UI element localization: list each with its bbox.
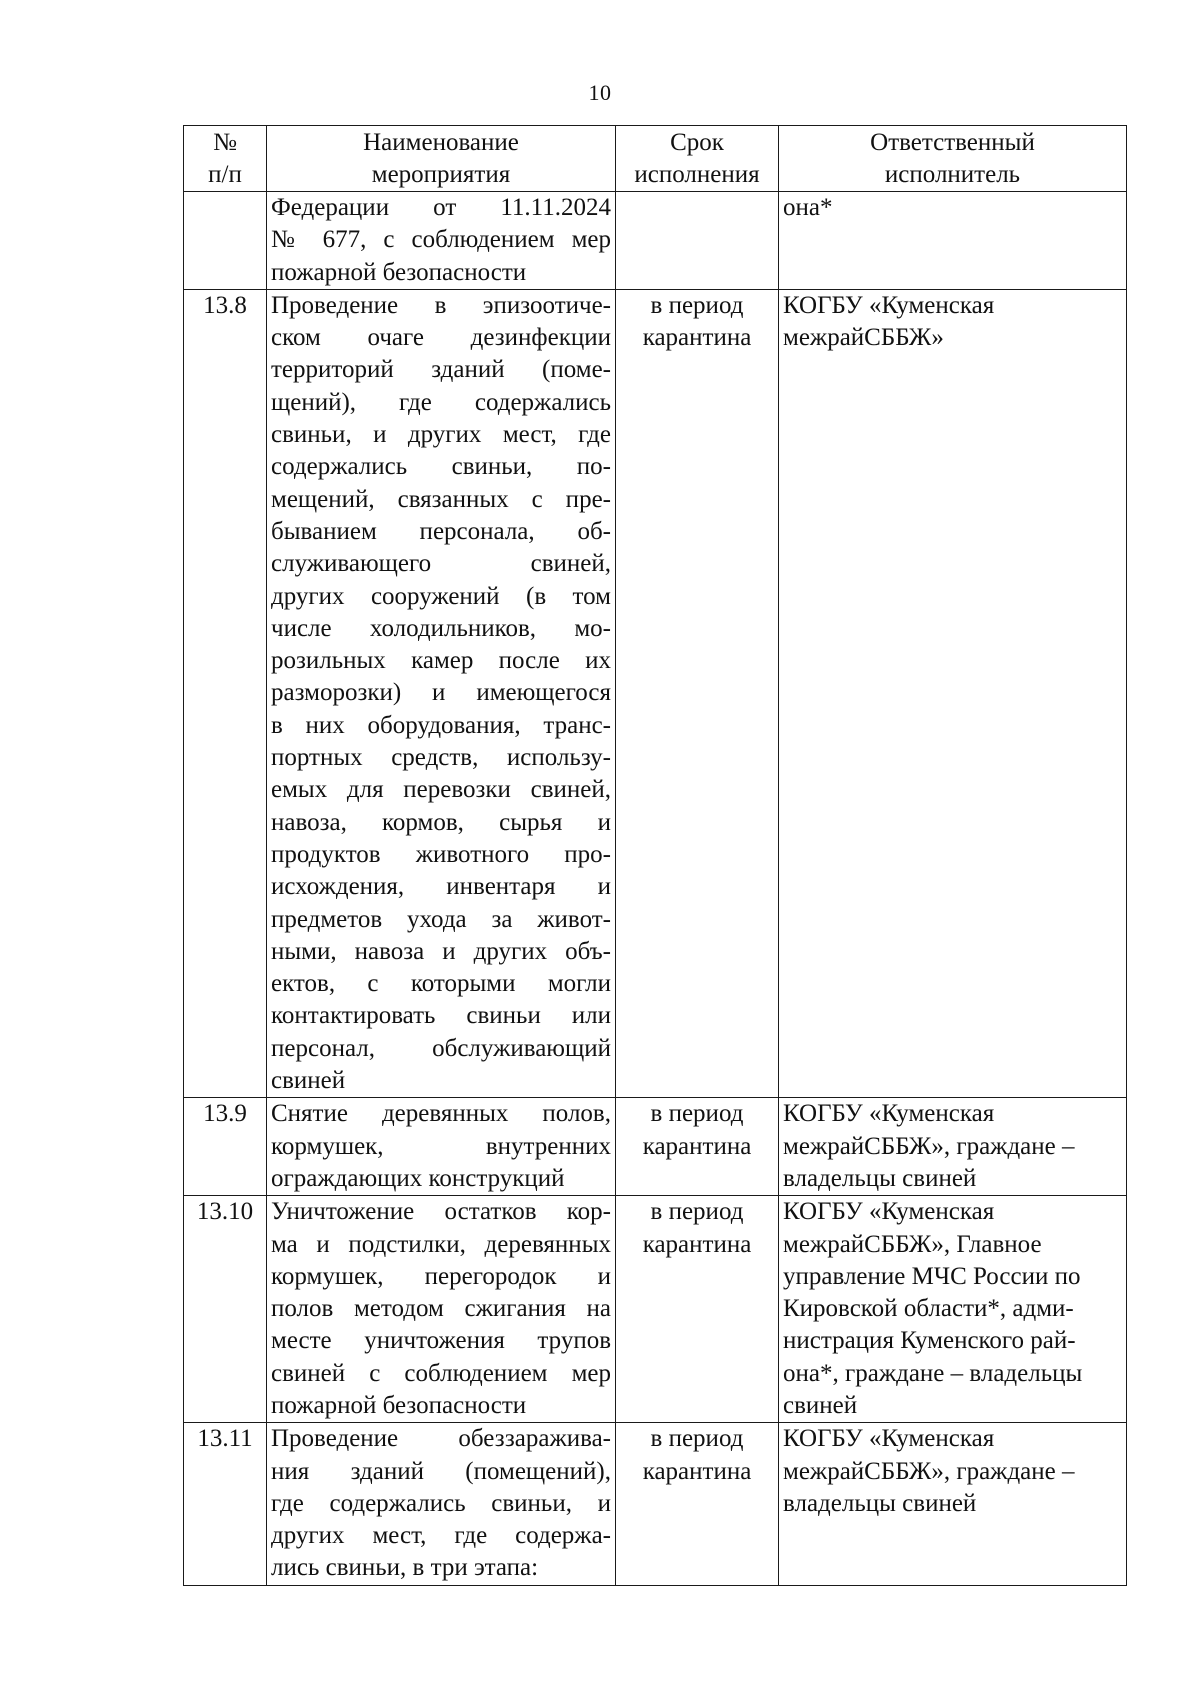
responsible-line: владельцы свиней (783, 1164, 977, 1192)
measure-name-line: Проведение в эпизоотиче- (271, 291, 611, 319)
measure-name-line: ными, навоза и других объ- (271, 937, 611, 965)
responsible-line: КОГБУ «Куменская (783, 291, 995, 319)
header-name (267, 126, 616, 192)
responsible-line: межрайСББЖ» (783, 324, 944, 352)
measure-name-line: кормушек, перегородок и (271, 1262, 611, 1290)
deadline-line: карантина (642, 1230, 752, 1258)
responsible-line: нистрация Куменского рай- (783, 1327, 1076, 1355)
measure-name-line: Федерации от 11.11.2024 (271, 194, 611, 221)
responsible-line: межрайСББЖ», граждане – (783, 1132, 1075, 1160)
measure-name-line: портных средств, использу- (271, 744, 611, 772)
measure-name-line: других мест, где содержа- (271, 1522, 611, 1550)
table-row (184, 289, 1127, 1097)
measure-name-line: ограждающих конструкций (271, 1164, 565, 1192)
row-number (184, 192, 267, 290)
measure-name-line: свиней (271, 1067, 346, 1095)
measure-name-line: месте уничтожения трупов (271, 1327, 611, 1355)
measure-name-line: щений), где содержались (271, 388, 611, 416)
header-num-line: № (213, 129, 237, 156)
row-number: 13.8 (184, 289, 267, 1097)
measure-name (267, 289, 616, 1097)
measure-name-line: контактировать свиньи или (271, 1002, 611, 1030)
responsible-line: межрайСББЖ», Главное (783, 1230, 1042, 1258)
responsible-executor (779, 289, 1127, 1097)
page-number: 10 (588, 80, 612, 105)
table-row (184, 1423, 1127, 1585)
header-term-line: Срок (670, 129, 724, 156)
table-row (184, 192, 1127, 290)
responsible-line: свиней (783, 1391, 858, 1419)
measure-name-line: Снятие деревянных полов, (271, 1100, 611, 1128)
row-number: 13.10 (184, 1196, 267, 1423)
deadline-line: карантина (642, 324, 752, 352)
measure-name-line: ния зданий (помещений), (271, 1457, 611, 1485)
deadline-line: карантина (642, 1457, 752, 1485)
responsible-line: КОГБУ «Куменская (783, 1425, 995, 1453)
responsible-executor (779, 1196, 1127, 1423)
measure-name-line: разморозки) и имеющегося (271, 679, 611, 707)
measure-name (267, 192, 616, 290)
header-term-line: исполнения (634, 161, 760, 188)
header-resp-line: исполнитель (884, 161, 1021, 188)
measure-name-line: предметов ухода за живот- (271, 905, 611, 933)
measure-name-line: кормушек, внутренних (271, 1132, 611, 1160)
row-number: 13.9 (184, 1098, 267, 1196)
deadline-line: в период (650, 1100, 744, 1128)
table-body (184, 192, 1127, 1586)
measure-name-line: где содержались свиньи, и (271, 1489, 611, 1517)
deadline (616, 289, 779, 1097)
measure-name (267, 1423, 616, 1585)
responsible-line: КОГБУ «Куменская (783, 1100, 995, 1128)
measure-name-line: навоза, кормов, сырья и (271, 808, 611, 836)
measures-table (183, 125, 1127, 1586)
measure-name-line: мещений, связанных с пре- (271, 485, 611, 513)
table-header-row (184, 126, 1127, 192)
measure-name-line: содержались свиньи, по- (271, 453, 611, 481)
measure-name-line: розильных камер после их (271, 647, 611, 675)
measure-name-line: числе холодильников, мо- (271, 614, 611, 642)
measure-name-line: свиней с соблюдением мер (271, 1359, 611, 1387)
deadline-line: в период (650, 1425, 744, 1453)
responsible-line: владельцы свиней (783, 1489, 977, 1517)
deadline-line: в период (650, 291, 744, 319)
measure-name-line: ском очаге дезинфекции (271, 324, 611, 352)
header-num-line: п/п (208, 161, 242, 188)
header-resp (779, 126, 1127, 192)
measure-name-line: лись свиньи, в три этапа: (271, 1554, 539, 1582)
responsible-line: КОГБУ «Куменская (783, 1198, 995, 1226)
header-name-line: мероприятия (371, 161, 511, 188)
responsible-line: Кировской области*, адми- (783, 1295, 1074, 1323)
measure-name-line: ма и подстилки, деревянных (271, 1230, 611, 1258)
responsible-executor (779, 192, 1127, 290)
deadline-line: в период (650, 1198, 744, 1226)
deadline (616, 192, 779, 290)
measure-name-line: № 677, с соблюдением мер (271, 226, 611, 254)
table-row (184, 1098, 1127, 1196)
responsible-executor (779, 1098, 1127, 1196)
measure-name-line: в них оборудования, транс- (271, 711, 611, 739)
measure-name-line: быванием персонала, об- (271, 517, 611, 545)
measure-name-line: служивающего свиней, (271, 550, 611, 578)
deadline (616, 1098, 779, 1196)
measure-name-line: продуктов животного про- (271, 840, 611, 868)
measure-name-line: территорий зданий (поме- (271, 356, 611, 384)
measure-name-line: емых для перевозки свиней, (271, 776, 611, 804)
measure-name-line: Проведение обеззаражива- (271, 1425, 611, 1453)
header-num (184, 126, 267, 192)
measure-name (267, 1196, 616, 1423)
measure-name-line: Уничтожение остатков кор- (271, 1198, 611, 1226)
measure-name (267, 1098, 616, 1196)
responsible-line: она* (783, 194, 833, 221)
deadline-line: карантина (642, 1132, 752, 1160)
header-term (616, 126, 779, 192)
deadline (616, 1423, 779, 1585)
measure-name-line: исхождения, инвентаря и (271, 873, 611, 901)
responsible-line: межрайСББЖ», граждане – (783, 1457, 1075, 1485)
deadline (616, 1196, 779, 1423)
measure-name-line: персонал, обслуживающий (271, 1034, 611, 1062)
row-number: 13.11 (184, 1423, 267, 1585)
measure-name-line: полов методом сжигания на (271, 1295, 611, 1323)
measure-name-line: ектов, с которыми могли (271, 970, 611, 998)
responsible-line: управление МЧС России по (783, 1262, 1081, 1290)
header-resp-line: Ответственный (870, 129, 1035, 156)
table-row (184, 1196, 1127, 1423)
responsible-line: она*, граждане – владельцы (783, 1359, 1083, 1387)
measure-name-line: пожарной безопасности (271, 258, 527, 286)
responsible-executor (779, 1423, 1127, 1585)
measure-name-line: других сооружений (в том (271, 582, 611, 610)
measure-name-line: свиньи, и других мест, где (271, 421, 611, 449)
header-name-line: Наименование (363, 129, 519, 156)
measure-name-line: пожарной безопасности (271, 1391, 527, 1419)
